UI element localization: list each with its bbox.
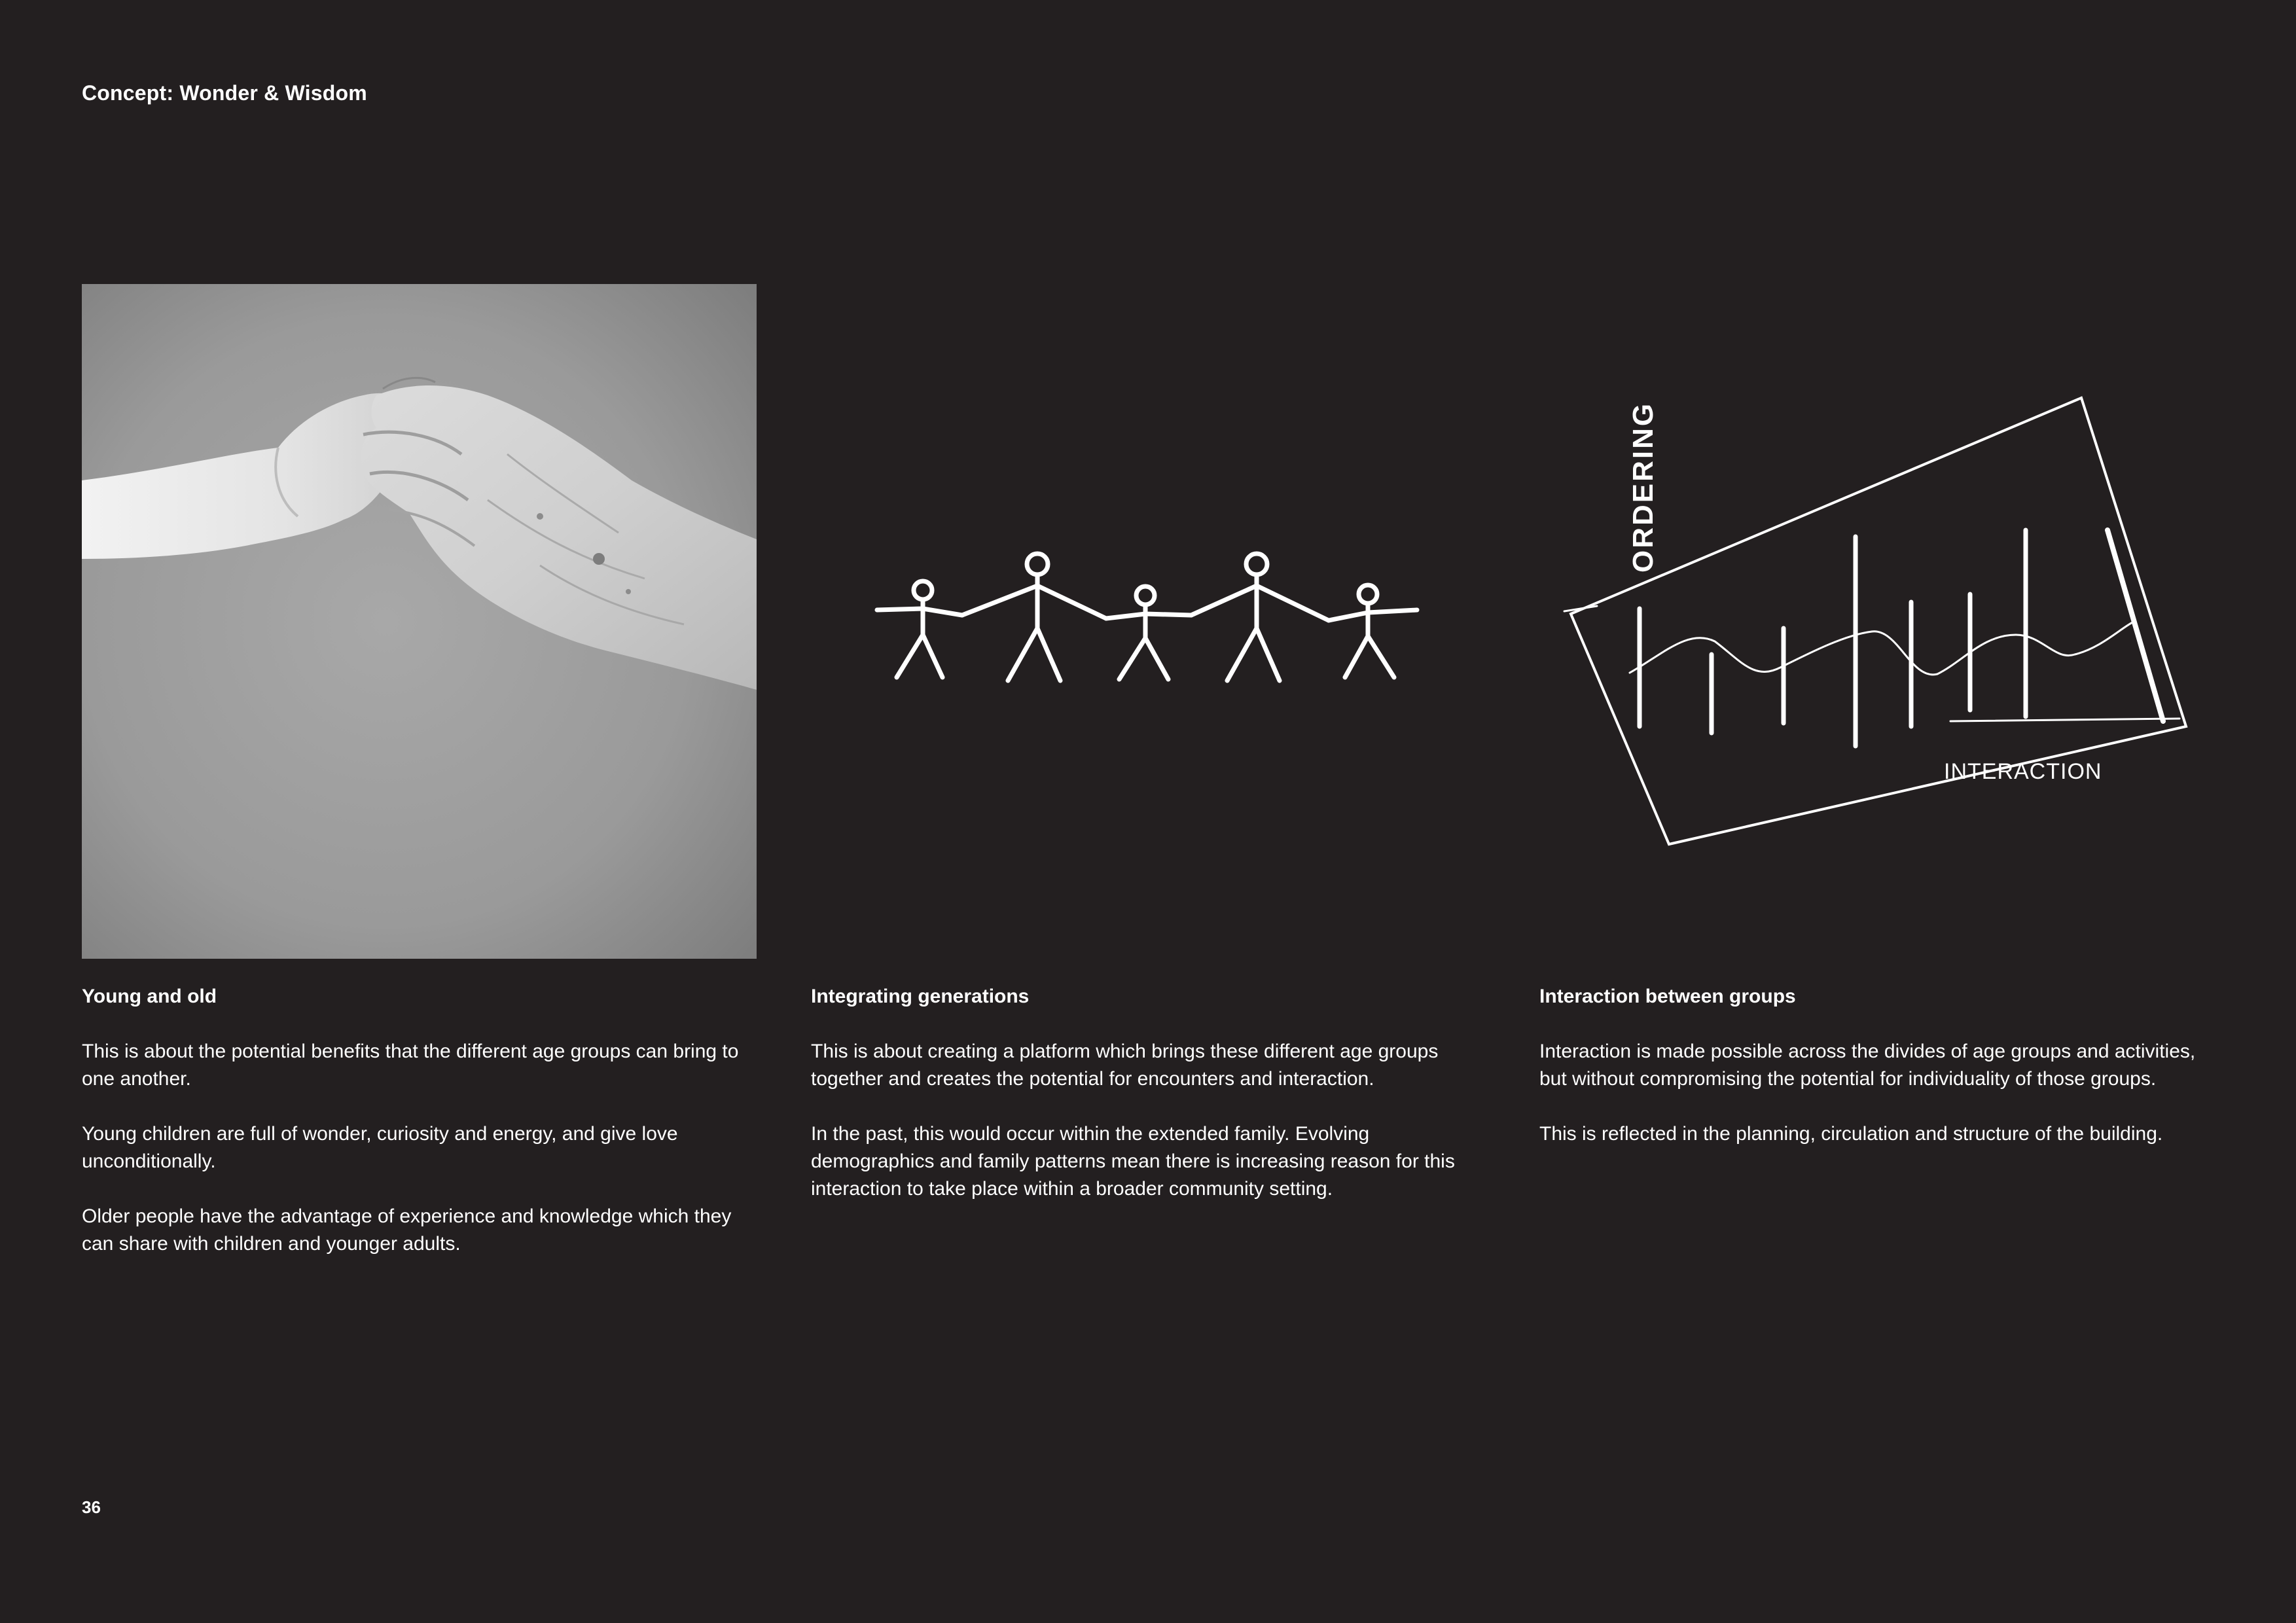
- child-figure: [1106, 586, 1191, 679]
- column-paragraph: Interaction is made possible across the divides of age groups and activities, but without compromising the potential for individuality of those groups.: [1539, 1041, 2196, 1090]
- column-interaction-between-groups: [1539, 983, 2220, 1175]
- column-integrating-generations: [811, 983, 1492, 1230]
- column-paragraph: In the past, this would occur within the extended family. Evolving demographics and family patterns mean there is increasing reason for this interaction to take place within a broader community setting.: [811, 1123, 1455, 1200]
- ordering-interaction-diagram: [1558, 386, 2199, 864]
- column-heading: Interaction between groups: [1539, 986, 1796, 1007]
- adult-figure: [962, 554, 1106, 681]
- column-paragraph: This is about the potential benefits that the different age groups can bring to one another.: [82, 1041, 739, 1090]
- child-figure: [1329, 585, 1417, 677]
- hands-photo: [82, 284, 757, 959]
- page-title: Concept: Wonder & Wisdom: [82, 81, 367, 105]
- column-paragraph: This is reflected in the planning, circulation and structure of the building.: [1539, 1123, 2163, 1145]
- column-paragraph: Older people have the advantage of experience and knowledge which they can share with children and younger adults.: [82, 1205, 732, 1255]
- column-paragraph: Young children are full of wonder, curiosity and energy, and give love unconditionally.: [82, 1123, 678, 1172]
- adult-figure: [1191, 554, 1329, 681]
- page-number: 36: [82, 1497, 101, 1517]
- paper-chain-figures-icon: [870, 550, 1427, 694]
- column-paragraph: This is about creating a platform which brings these different age groups together and creates the potential for encounters and interaction.: [811, 1041, 1439, 1090]
- column-heading: Young and old: [82, 986, 217, 1007]
- child-figure: [877, 581, 962, 677]
- column-heading: Integrating generations: [811, 986, 1030, 1007]
- column-young-and-old: [82, 983, 762, 1285]
- diagram-label-interaction: INTERACTION: [1944, 759, 2102, 784]
- diagram-label-ordering: ORDERING: [1627, 401, 1659, 573]
